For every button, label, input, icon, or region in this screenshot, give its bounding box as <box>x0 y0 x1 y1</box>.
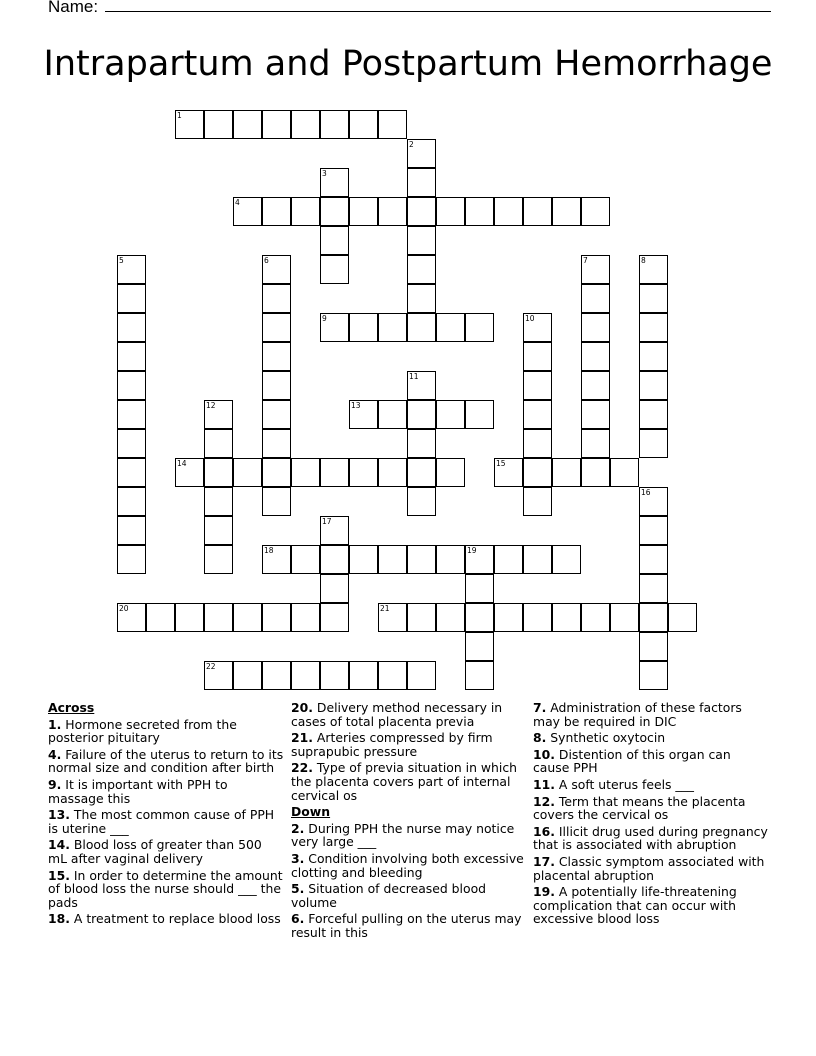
clues-column-2 <box>291 701 527 943</box>
clue-number: 11 <box>409 372 419 381</box>
clue-item <box>533 885 769 926</box>
clue-item <box>533 778 769 792</box>
clue-number-label: 2. <box>291 820 305 836</box>
grid-cell[interactable] <box>349 545 378 574</box>
clue-text: A soft uterus feels ___ <box>558 776 695 792</box>
clue-text: Failure of the uterus to return to its normal size and condition after birth <box>48 746 284 776</box>
clues-column-1 <box>48 701 284 929</box>
grid-cell[interactable] <box>320 110 349 139</box>
clue-number-label: 3. <box>291 850 305 866</box>
grid-cell[interactable] <box>639 371 668 400</box>
grid-cell[interactable] <box>204 545 233 574</box>
clue-number-label: 5. <box>291 881 305 897</box>
clue-text: Synthetic oxytocin <box>550 730 666 746</box>
clue-item <box>533 855 769 882</box>
clue-text: During PPH the nurse may notice very large ___ <box>291 820 515 850</box>
clue-number-label: 13. <box>48 807 70 823</box>
clue-text: Arteries compressed by firm suprapubic pressure <box>291 730 493 759</box>
clue-item <box>533 795 769 822</box>
clue-number: 1 <box>177 111 182 120</box>
grid-cell[interactable] <box>117 313 146 342</box>
grid-cell[interactable] <box>407 429 436 458</box>
grid-cell[interactable] <box>262 429 291 458</box>
grid-cell[interactable] <box>378 545 407 574</box>
grid-cell[interactable] <box>465 632 494 661</box>
grid-cell[interactable] <box>465 661 494 690</box>
grid-cell[interactable] <box>552 197 581 226</box>
grid-cell[interactable] <box>465 197 494 226</box>
grid-cell[interactable] <box>117 516 146 545</box>
grid-cell[interactable] <box>349 661 378 690</box>
clue-number: 14 <box>177 459 187 468</box>
grid-cell[interactable] <box>407 313 436 342</box>
clue-text: Situation of decreased blood volume <box>291 881 487 910</box>
grid-cell[interactable] <box>378 313 407 342</box>
grid-cell[interactable] <box>407 661 436 690</box>
clue-item <box>48 808 284 835</box>
grid-cell[interactable] <box>581 197 610 226</box>
grid-cell[interactable] <box>581 284 610 313</box>
grid-cell[interactable] <box>523 603 552 632</box>
grid-cell[interactable] <box>639 429 668 458</box>
clue-number: 21 <box>380 604 390 613</box>
clue-number: 3 <box>322 169 327 178</box>
clue-item <box>48 869 284 910</box>
clue-number-label: 4. <box>48 746 62 762</box>
clue-number: 15 <box>496 459 506 468</box>
grid-cell[interactable] <box>639 545 668 574</box>
clue-item <box>533 701 769 728</box>
grid-cell[interactable] <box>117 487 146 516</box>
grid-cell[interactable] <box>320 226 349 255</box>
grid-cell[interactable] <box>291 197 320 226</box>
grid-cell[interactable] <box>436 545 465 574</box>
grid-cell[interactable] <box>581 313 610 342</box>
clue-number-label: 9. <box>48 776 62 792</box>
grid-cell[interactable] <box>639 603 668 632</box>
clue-text: Type of previa situation in which the placenta covers part of internal cervical os <box>291 760 518 803</box>
grid-cell[interactable] <box>407 284 436 313</box>
grid-cell[interactable] <box>233 661 262 690</box>
clue-item <box>291 852 527 879</box>
grid-cell[interactable] <box>639 400 668 429</box>
grid-cell[interactable] <box>320 255 349 284</box>
grid-cell[interactable] <box>320 197 349 226</box>
clue-number-label: 18. <box>48 911 70 927</box>
grid-cell[interactable] <box>581 603 610 632</box>
grid-cell[interactable] <box>523 197 552 226</box>
grid-cell[interactable] <box>523 429 552 458</box>
clue-text: Hormone secreted from the posterior pituitary <box>48 716 237 746</box>
clue-number-label: 1. <box>48 716 62 732</box>
grid-cell[interactable] <box>552 603 581 632</box>
grid-cell[interactable] <box>465 313 494 342</box>
clue-text: Illicit drug used during pregnancy that is associated with abruption <box>533 823 768 853</box>
grid-cell[interactable] <box>262 342 291 371</box>
grid-cell[interactable] <box>233 603 262 632</box>
grid-cell[interactable] <box>436 400 465 429</box>
grid-cell[interactable] <box>523 371 552 400</box>
grid-cell[interactable] <box>349 458 378 487</box>
clues-column-3 <box>533 701 769 929</box>
grid-cell[interactable] <box>349 313 378 342</box>
grid-cell[interactable] <box>117 545 146 574</box>
clue-item <box>291 761 527 802</box>
grid-cell[interactable] <box>175 603 204 632</box>
grid-cell[interactable] <box>262 400 291 429</box>
clue-number: 6 <box>264 256 269 265</box>
grid-cell[interactable] <box>610 458 639 487</box>
grid-cell[interactable] <box>262 603 291 632</box>
clue-number-label: 14. <box>48 837 70 853</box>
clue-item <box>533 731 769 745</box>
clue-number: 22 <box>206 662 216 671</box>
grid-cell[interactable] <box>523 342 552 371</box>
grid-cell[interactable] <box>262 458 291 487</box>
clue-item <box>48 838 284 865</box>
clue-item <box>48 912 284 926</box>
grid-cell[interactable] <box>378 661 407 690</box>
clue-number: 19 <box>467 546 477 555</box>
grid-cell[interactable] <box>523 400 552 429</box>
grid-cell[interactable] <box>349 197 378 226</box>
grid-cell[interactable] <box>117 371 146 400</box>
grid-cell[interactable] <box>436 458 465 487</box>
grid-cell[interactable] <box>523 458 552 487</box>
clue-number: 5 <box>119 256 124 265</box>
clue-number-label: 19. <box>533 884 555 900</box>
grid-cell[interactable] <box>639 661 668 690</box>
grid-cell[interactable] <box>262 197 291 226</box>
grid-cell[interactable] <box>117 429 146 458</box>
clue-number: 9 <box>322 314 327 323</box>
grid-cell[interactable] <box>581 371 610 400</box>
grid-cell[interactable] <box>639 284 668 313</box>
clue-number: 10 <box>525 314 535 323</box>
grid-cell[interactable] <box>668 603 697 632</box>
grid-cell[interactable] <box>204 516 233 545</box>
grid-cell[interactable] <box>262 661 291 690</box>
clue-number-label: 21. <box>291 730 313 746</box>
grid-cell[interactable] <box>407 458 436 487</box>
grid-cell[interactable] <box>262 313 291 342</box>
grid-cell[interactable] <box>204 110 233 139</box>
clue-number: 2 <box>409 140 414 149</box>
grid-cell[interactable] <box>407 545 436 574</box>
grid-cell[interactable] <box>320 661 349 690</box>
grid-cell[interactable] <box>581 400 610 429</box>
clue-item <box>291 822 527 849</box>
grid-cell[interactable] <box>378 197 407 226</box>
clue-number-label: 17. <box>533 853 555 869</box>
clue-number: 7 <box>583 256 588 265</box>
clue-text: A potentially life-threatening complication that can occur with excessive blood loss <box>533 884 737 927</box>
grid-cell[interactable] <box>233 458 262 487</box>
grid-cell[interactable] <box>262 371 291 400</box>
clue-number: 17 <box>322 517 332 526</box>
name-label: Name: <box>48 0 99 16</box>
grid-cell[interactable] <box>436 197 465 226</box>
clue-item <box>291 882 527 909</box>
grid-cell[interactable] <box>552 458 581 487</box>
clue-text: Administration of these factors may be required in DIC <box>533 700 742 729</box>
grid-cell[interactable] <box>262 110 291 139</box>
grid-cell[interactable] <box>117 284 146 313</box>
clue-text: Distention of this organ can cause PPH <box>533 746 731 776</box>
grid-cell[interactable] <box>523 487 552 516</box>
grid-cell[interactable] <box>378 458 407 487</box>
clue-text: Delivery method necessary in cases of total placenta previa <box>291 700 503 729</box>
grid-cell[interactable] <box>320 545 349 574</box>
grid-cell[interactable] <box>204 429 233 458</box>
grid-cell[interactable] <box>320 603 349 632</box>
grid-cell[interactable] <box>291 603 320 632</box>
grid-cell[interactable] <box>407 168 436 197</box>
clue-item <box>48 778 284 805</box>
clue-number-label: 16. <box>533 823 555 839</box>
grid-cell[interactable] <box>291 661 320 690</box>
clue-item <box>291 701 527 728</box>
clue-text: In order to determine the amount of blood loss the nurse should ___ the pads <box>48 867 283 910</box>
grid-cell[interactable] <box>465 574 494 603</box>
clue-section-header: Down <box>291 804 331 820</box>
clue-text: Condition involving both excessive clotting and bleeding <box>291 850 524 880</box>
clue-number: 4 <box>235 198 240 207</box>
grid-cell[interactable] <box>291 110 320 139</box>
clue-number: 16 <box>641 488 651 497</box>
grid-cell[interactable] <box>494 545 523 574</box>
grid-cell[interactable] <box>639 516 668 545</box>
clue-text: Forceful pulling on the uterus may result in this <box>291 911 522 940</box>
grid-cell[interactable] <box>291 545 320 574</box>
grid-cell[interactable] <box>320 458 349 487</box>
clue-section-header: Across <box>48 700 95 715</box>
clue-item <box>48 718 284 745</box>
page-title: Intrapartum and Postpartum Hemorrhage <box>43 44 773 84</box>
clue-text: A treatment to replace blood loss <box>73 911 281 927</box>
grid-cell[interactable] <box>320 574 349 603</box>
clue-number-label: 15. <box>48 867 70 883</box>
grid-cell[interactable] <box>581 458 610 487</box>
clue-item <box>291 731 527 758</box>
grid-cell[interactable] <box>233 110 262 139</box>
grid-cell[interactable] <box>407 226 436 255</box>
grid-cell[interactable] <box>291 458 320 487</box>
grid-cell[interactable] <box>581 429 610 458</box>
clue-number-label: 20. <box>291 700 313 715</box>
grid-cell[interactable] <box>349 110 378 139</box>
grid-cell[interactable] <box>378 110 407 139</box>
grid-cell[interactable] <box>378 400 407 429</box>
clue-text: Term that means the placenta covers the cervical os <box>533 793 746 823</box>
clue-number-label: 11. <box>533 776 555 792</box>
grid-cell[interactable] <box>204 458 233 487</box>
clue-item <box>291 912 527 939</box>
grid-cell[interactable] <box>407 400 436 429</box>
grid-cell[interactable] <box>436 313 465 342</box>
grid-cell[interactable] <box>407 255 436 284</box>
grid-cell[interactable] <box>117 400 146 429</box>
grid-cell[interactable] <box>262 284 291 313</box>
clue-number: 18 <box>264 546 274 555</box>
clue-number: 8 <box>641 256 646 265</box>
grid-cell[interactable] <box>117 342 146 371</box>
grid-cell[interactable] <box>204 487 233 516</box>
grid-cell[interactable] <box>639 632 668 661</box>
grid-cell[interactable] <box>465 603 494 632</box>
grid-cell[interactable] <box>523 545 552 574</box>
grid-cell[interactable] <box>494 603 523 632</box>
grid-cell[interactable] <box>262 487 291 516</box>
clue-number-label: 22. <box>291 760 313 776</box>
grid-cell[interactable] <box>639 313 668 342</box>
grid-cell[interactable] <box>146 603 175 632</box>
grid-cell[interactable] <box>639 342 668 371</box>
clue-number-label: 7. <box>533 700 547 715</box>
clue-number-label: 8. <box>533 730 547 746</box>
clue-number: 13 <box>351 401 361 410</box>
grid-cell[interactable] <box>494 197 523 226</box>
grid-cell[interactable] <box>117 458 146 487</box>
clue-number: 12 <box>206 401 216 410</box>
clue-number-label: 10. <box>533 746 555 762</box>
clue-item <box>48 748 284 775</box>
grid-cell[interactable] <box>465 400 494 429</box>
grid-cell[interactable] <box>407 603 436 632</box>
clue-text: Classic symptom associated with placental abruption <box>533 853 765 883</box>
clue-number-label: 6. <box>291 911 305 927</box>
grid-cell[interactable] <box>204 603 233 632</box>
grid-cell[interactable] <box>407 487 436 516</box>
grid-cell[interactable] <box>610 603 639 632</box>
grid-cell[interactable] <box>639 574 668 603</box>
clue-item <box>533 825 769 852</box>
clue-item <box>533 748 769 775</box>
clue-text: The most common cause of PPH is uterine ___ <box>48 807 275 836</box>
clue-text: Blood loss of greater than 500 mL after vaginal delivery <box>48 837 262 866</box>
grid-cell[interactable] <box>581 342 610 371</box>
clue-number-label: 12. <box>533 793 555 809</box>
clue-number: 20 <box>119 604 129 613</box>
grid-cell[interactable] <box>407 197 436 226</box>
clue-text: It is important with PPH to massage this <box>48 776 228 806</box>
grid-cell[interactable] <box>436 603 465 632</box>
grid-cell[interactable] <box>552 545 581 574</box>
